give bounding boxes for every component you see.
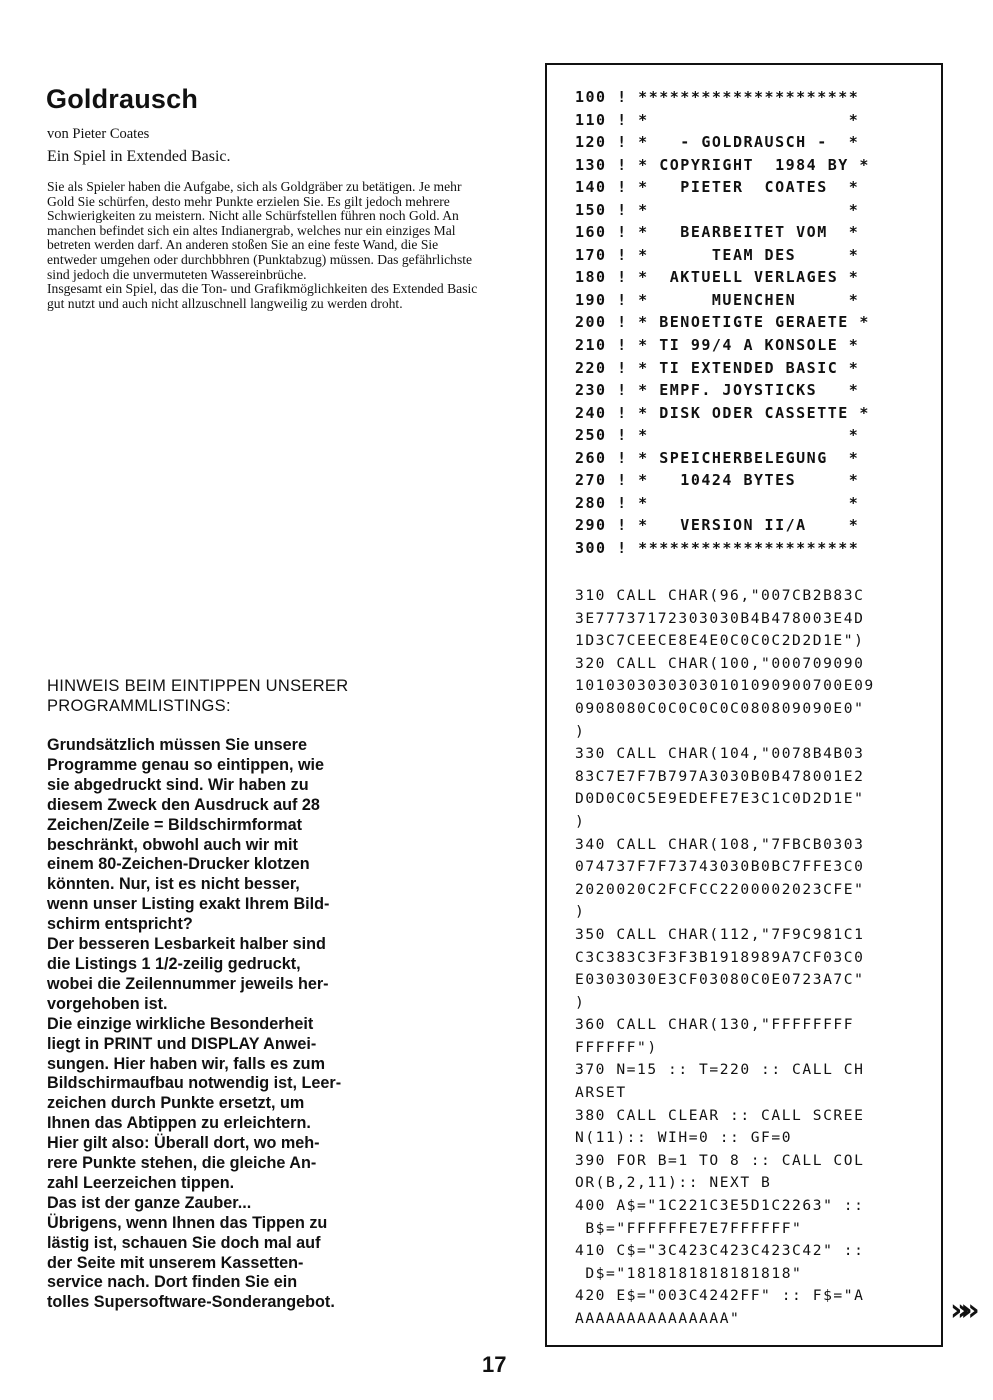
code-line: 260 ! * SPEICHERBELEGUNG *	[575, 448, 860, 467]
code-line: C3C383C3F3F3B1918989A7CF03C0	[575, 948, 865, 966]
code-line: 3E77737172303030B4B478003E4D	[575, 609, 865, 627]
continue-arrow-icon: »»	[950, 1293, 971, 1328]
intro-paragraph: Sie als Spieler haben die Aufgabe, sich als Goldgräber zu betätigen. Je mehr Gold Sie schürfen, desto mehr Punkte erzielen Sie. Es gilt jedoch mehrere Schwierigkeiten zu meistern. Nicht alle Schürfstellen führen noch Gold. An manchen befindet sich ein altes Indianergrab, welches nur ein einziges Mal betreten werden darf. An anderen stoßen Sie an eine feste Wand, die Sie entweder umgehen oder durchbbhren (Punktabzug) müssen. Das gefährlichste sind jedoch die unvermuteten Wassereinbrüche.	[47, 179, 473, 282]
code-line: )	[575, 903, 586, 921]
hint-text-line: diesem Zweck den Ausdruck auf 28	[47, 795, 320, 814]
hint-heading	[47, 676, 447, 716]
code-line: 210 ! * TI 99/4 A KONSOLE *	[575, 336, 860, 355]
code-line: 83C7E7F7B797A3030B0B478001E2	[575, 767, 865, 785]
code-line: 330 CALL CHAR(104,"0078B4B03	[575, 745, 865, 763]
code-line: 420 E$="003C4242FF" :: F$="A	[575, 1287, 865, 1305]
hint-text-line: vorgehoben ist.	[47, 994, 168, 1013]
hint-text-line: Programme genau so eintippen, wie	[47, 755, 325, 774]
code-line: )	[575, 812, 586, 830]
code-line: 230 ! * EMPF. JOYSTICKS *	[575, 381, 860, 400]
code-line: 200 ! * BENOETIGTE GERAETE *	[575, 313, 870, 332]
code-line: 160 ! * BEARBEITET VOM *	[575, 223, 860, 242]
code-line: 390 FOR B=1 TO 8 :: CALL COL	[575, 1151, 865, 1169]
code-line: 10103030303030101090900700E09	[575, 677, 875, 695]
hint-text-line: rere Punkte stehen, die gleiche An-	[47, 1154, 317, 1173]
hint-body	[47, 736, 402, 1313]
code-line: 074737F7F73743030B0BC7FFE3C0	[575, 858, 865, 876]
hint-text-line: Grundsätzlich müssen Sie unsere	[47, 736, 307, 754]
code-line: 350 CALL CHAR(112,"7F9C981C1	[575, 925, 865, 943]
code-line: ARSET	[575, 1084, 627, 1102]
page-number: 17	[482, 1352, 507, 1377]
program-listing-header	[575, 86, 870, 559]
code-line: 400 A$="1C221C3E5D1C2263" ::	[575, 1197, 865, 1215]
article-intro	[47, 180, 487, 311]
code-line: 190 ! * MUENCHEN *	[575, 290, 860, 309]
hint-text-line: Die einzige wirkliche Besonderheit	[47, 1014, 314, 1033]
hint-text-line: Das ist der ganze Zauber...	[47, 1193, 252, 1212]
hint-text-line: Ihnen das Abtippen zu erleichtern.	[47, 1114, 311, 1133]
code-line: )	[575, 722, 586, 740]
code-line: 130 ! * COPYRIGHT 1984 BY *	[575, 155, 870, 174]
hint-text-line: zahl Leerzeichen tippen.	[47, 1173, 235, 1192]
code-line: 110 ! * *	[575, 110, 860, 129]
article-author: von Pieter Coates	[47, 126, 150, 142]
code-line: 360 CALL CHAR(130,"FFFFFFFF	[575, 1016, 855, 1034]
hint-text-line: Der besseren Lesbarkeit halber sind	[47, 935, 326, 954]
hint-text-line: zeichen durch Punkte ersetzt, um	[47, 1094, 305, 1113]
code-line: 250 ! * *	[575, 426, 860, 445]
code-line: N(11):: WIH=0 :: GF=0	[575, 1129, 793, 1147]
code-line: 220 ! * TI EXTENDED BASIC *	[575, 358, 860, 377]
program-listing-body	[575, 585, 875, 1331]
code-line: 370 N=15 :: T=220 :: CALL CH	[575, 1061, 865, 1079]
code-line: 310 CALL CHAR(96,"007CB2B83C	[575, 587, 865, 604]
hint-text-line: wenn unser Listing exakt Ihrem Bild-	[47, 895, 330, 914]
hint-text-line: sie abgedruckt sind. Wir haben zu	[47, 775, 309, 794]
code-line: 270 ! * 10424 BYTES *	[575, 471, 860, 490]
code-line: 140 ! * PIETER COATES *	[575, 178, 860, 197]
code-line: 280 ! * *	[575, 493, 860, 512]
hint-text-line: Hier gilt also: Überall dort, wo meh-	[47, 1134, 320, 1153]
hint-text-line: sungen. Hier haben wir, falls es zum	[47, 1054, 325, 1073]
code-line: OR(B,2,11):: NEXT B	[575, 1174, 772, 1192]
hint-text-line: liegt in PRINT und DISPLAY Anwei-	[47, 1034, 317, 1053]
hint-text-line: die Listings 1 1/2-zeilig gedruckt,	[47, 954, 301, 973]
code-line: 180 ! * AKTUELL VERLAGES *	[575, 268, 860, 287]
code-line: 100 ! *********************	[575, 88, 860, 106]
hint-text-line: Übrigens, wenn Ihnen das Tippen zu	[47, 1213, 328, 1232]
code-line: 410 C$="3C423C423C423C42" ::	[575, 1242, 865, 1260]
code-line: 2020020C2FCFCC2200002023CFE"	[575, 880, 865, 898]
hint-text-line: tolles Supersoftware-Sonderangebot.	[47, 1293, 335, 1312]
intro-paragraph: Insgesamt ein Spiel, das die Ton- und Grafikmöglichkeiten des Extended Basic gut nutzt und auch nicht allzuschnell langweilig zu werden droht.	[47, 281, 478, 311]
code-line: 170 ! * TEAM DES *	[575, 245, 860, 264]
hint-text-line: wobei die Zeilennummer jeweils her-	[47, 974, 329, 993]
code-line: 380 CALL CLEAR :: CALL SCREE	[575, 1106, 865, 1124]
code-line: E0303030E3CF03080C0E0723A7C"	[575, 971, 865, 989]
code-line: 120 ! * - GOLDRAUSCH - *	[575, 133, 860, 152]
code-line: AAAAAAAAAAAAAAA"	[575, 1310, 741, 1327]
code-line: FFFFFF")	[575, 1038, 658, 1056]
hint-text-line: könnten. Nur, ist es nicht besser,	[47, 875, 300, 894]
article-title: Goldrausch	[46, 84, 199, 114]
code-line: D$="1818181818181818"	[575, 1264, 803, 1282]
hint-text-line: lästig ist, schauen Sie doch mal auf	[47, 1233, 321, 1252]
article-subtitle: Ein Spiel in Extended Basic.	[47, 148, 231, 165]
code-line: B$="FFFFFFE7E7FFFFFF"	[575, 1219, 803, 1237]
code-line: D0D0C0C5E9EDEFE7E3C1C0D2D1E"	[575, 790, 865, 808]
hint-text-line: Zeichen/Zeile = Bildschirmformat	[47, 815, 303, 834]
hint-text-line: Bildschirmaufbau notwendig ist, Leer-	[47, 1074, 342, 1093]
code-line: )	[575, 993, 586, 1011]
code-line: 240 ! * DISK ODER CASSETTE *	[575, 403, 870, 422]
hint-text-line: der Seite mit unserem Kassetten-	[47, 1253, 304, 1272]
hint-text-line: schirm entspricht?	[47, 915, 193, 934]
code-line: 1D3C7CEECE8E4E0C0C0C2D2D1E")	[575, 632, 865, 650]
code-line: 340 CALL CHAR(108,"7FBCB0303	[575, 835, 865, 853]
hint-text-line: service nach. Dort finden Sie ein	[47, 1273, 298, 1292]
hint-heading-line: HINWEIS BEIM EINTIPPEN UNSERER	[47, 677, 349, 695]
code-line: 150 ! * *	[575, 200, 860, 219]
code-line: 320 CALL CHAR(100,"000709090	[575, 654, 865, 672]
code-line: 0908080C0C0C0C0C080809090E0"	[575, 699, 865, 717]
hint-text-line: einem 80-Zeichen-Drucker klotzen	[47, 855, 310, 874]
hint-heading-line: PROGRAMMLISTINGS:	[47, 697, 231, 715]
hint-text-line: beschränkt, obwohl auch wir mit	[47, 835, 298, 854]
code-line: 290 ! * VERSION II/A *	[575, 516, 860, 535]
code-line: 300 ! *********************	[575, 538, 860, 557]
